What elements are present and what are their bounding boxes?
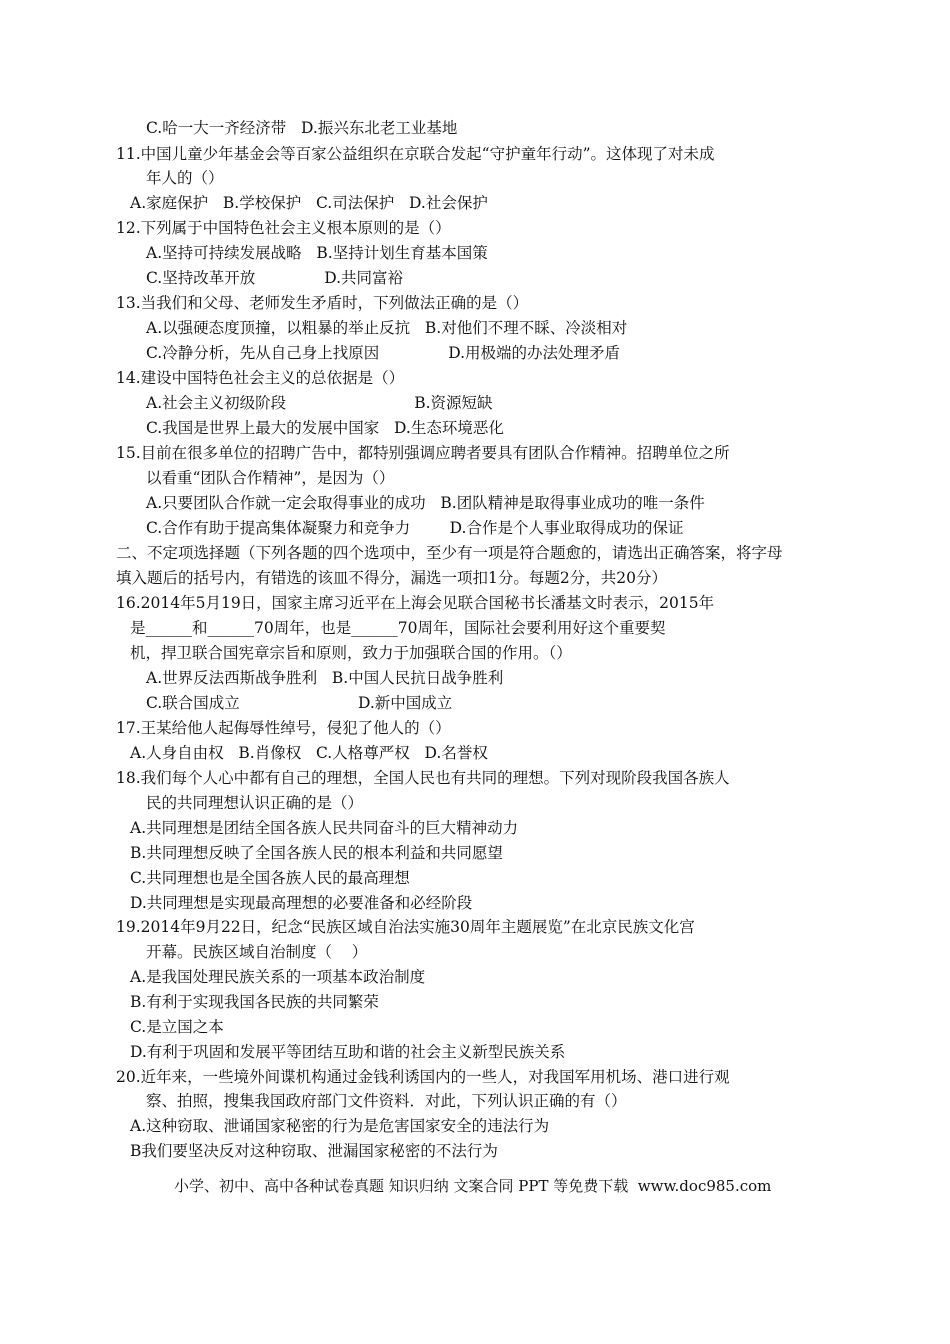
q11-options: A.家庭保护 B.学校保护 C.司法保护 D.社会保护	[130, 194, 488, 212]
q14-options-ab: A.社会主义初级阶段 B.资源短缺	[146, 394, 493, 412]
q13-options-cd: C.冷静分析，先从自己身上找原因 D.用极端的办法处理矛盾	[146, 344, 621, 362]
q18-option-c: C.共同理想也是全国各族人民的最高理想	[130, 869, 410, 887]
q16-options-cd: C.联合国成立 D.新中国成立	[146, 694, 453, 712]
q11-stem: 11.中国儿童少年基金会等百家公益组织在京联合发起“守护童年行动”。这体现了对未成	[116, 145, 715, 163]
q19-option-a: A.是我国处理民族关系的一项基本政治制度	[130, 968, 426, 986]
section-2-heading: 二、不定项选择题（下列各题的四个选项中，至少有一项是符合题愈的，请选出正确答案，将字母	[116, 544, 783, 562]
q19-option-d: D.有利于巩固和发展平等团结互助和谐的社会主义新型民族关系	[130, 1043, 566, 1061]
section-2-heading-cont: 填入题后的括号内，有错选的该皿不得分，漏选一项扣1分。每题2分，共20分）	[116, 569, 667, 587]
page-footer: 小学、初中、高中各种试卷真题 知识归纳 文案合同 PPT 等免费下载 www.doc985.com	[174, 1177, 772, 1195]
q15-stem-cont: 以看重“团队合作精神”，是因为（）	[146, 469, 395, 487]
q18-option-b: B.共同理想反映了全国各族人民的根本利益和共同愿望	[130, 844, 503, 862]
q20-stem: 20.近年来，一些境外间谍机构通过金钱利诱国内的一些人，对我国军用机场、港口进行观	[116, 1068, 730, 1086]
q19-stem-cont: 开幕。民族区域自治制度（ ）	[146, 943, 368, 961]
q16-stem: 16.2014年5月19日，国家主席习近平在上海会见联合国秘书长潘基文时表示，2015年	[116, 594, 715, 612]
q16-options-ab: A.世界反法西斯战争胜利 B.中国人民抗日战争胜利	[146, 669, 504, 687]
q18-option-a: A.共同理想是团结全国各族人民共同奋斗的巨大精神动力	[130, 819, 519, 837]
q16-stem-blanks: 是______和______70周年，也是______70周年，国际社会要利用好这个重要契	[130, 619, 666, 637]
q15-stem: 15.目前在很多单位的招聘广告中，都特别强调应聘者要具有团队合作精神。招聘单位之所	[116, 444, 730, 462]
q17-stem: 17.王某给他人起侮辱性绰号，侵犯了他人的（）	[116, 719, 451, 737]
q17-options: A.人身自由权 B.肖像权 C.人格尊严权 D.名誉权	[130, 744, 488, 762]
q12-options-cd: C.坚持改革开放 D.共同富裕	[146, 269, 404, 287]
q12-stem: 12.下列属于中国特色社会主义根本原则的是（）	[116, 219, 451, 237]
q20-option-b: B我们要坚决反对这种窃取、泄漏国家秘密的不法行为	[130, 1142, 498, 1160]
q20-option-a: A.这种窃取、泄诵国家秘密的行为是危害国家安全的违法行为	[130, 1117, 550, 1135]
q18-stem-cont: 民的共同理想认识正确的是（）	[146, 794, 364, 812]
q15-options-cd: C.合作有助于提高集体凝聚力和竞争力 D.合作是个人事业取得成功的保证	[146, 519, 684, 537]
q19-option-c: C.是立国之本	[130, 1018, 224, 1036]
q19-stem: 19.2014年9月22日，纪念“民族区域自治法实施30周年主题展览”在北京民族文化宫	[116, 918, 695, 936]
q19-option-b: B.有利于实现我国各民族的共同繁荣	[130, 993, 379, 1011]
q10-options-cd: C.哈一大一齐经济带 D.振兴东北老工业基地	[146, 119, 458, 137]
q18-stem: 18.我们每个人心中都有自己的理想，全国人民也有共同的理想。下列对现阶段我国各族人	[116, 769, 730, 787]
q14-stem: 14.建设中国特色社会主义的总依据是（）	[116, 369, 405, 387]
q15-options-ab: A.只要团队合作就一定会取得事业的成功 B.团队精神是取得事业成功的唯一条件	[146, 494, 705, 512]
q14-options-cd: C.我国是世界上最大的发展中国家 D.生态环境恶化	[146, 419, 504, 437]
q20-stem-cont: 察、拍照，搜集我国政府部门文件资料．对此，下列认识正确的有（）	[146, 1092, 627, 1110]
q12-options-ab: A.坚持可持续发展战略 B.坚持计划生育基本国策	[146, 244, 488, 262]
q13-options-ab: A.以强硬态度顶撞，以粗暴的举止反抗 B.对他们不理不睬、冷淡相对	[146, 319, 628, 337]
q16-stem-cont: 机，捍卫联合国宪章宗旨和原则，致力于加强联合国的作用。（）	[130, 644, 572, 662]
q13-stem: 13.当我们和父母、老师发生矛盾时，下列做法正确的是（）	[116, 294, 529, 312]
q11-stem-cont: 年人的（）	[146, 169, 224, 187]
q18-option-d: D.共同理想是实现最高理想的必要准备和必经阶段	[130, 894, 473, 912]
